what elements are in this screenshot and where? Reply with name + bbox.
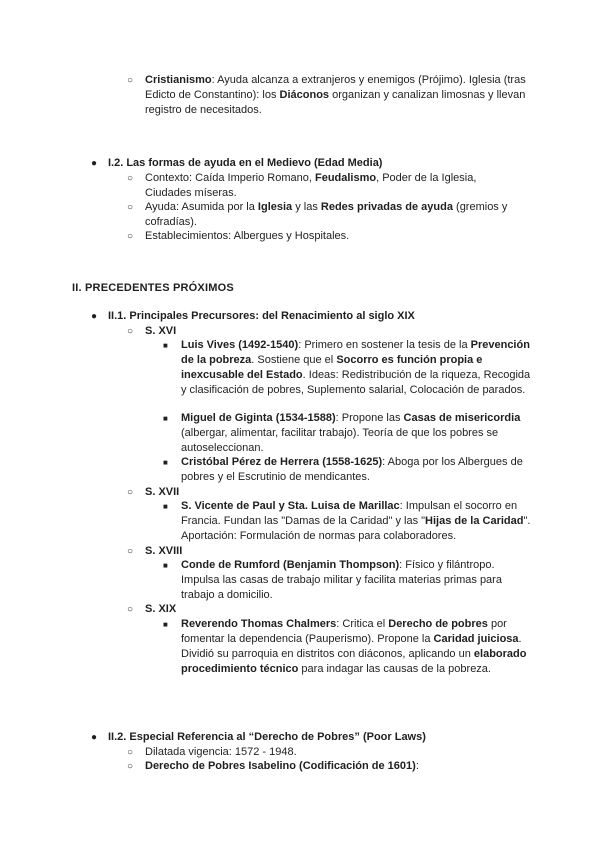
century-text: S. XVII: [145, 486, 180, 498]
person-name: Reverendo Thomas Chalmers: [181, 618, 337, 630]
square-bullet-icon: ■: [163, 458, 168, 467]
item-text: : Propone las: [335, 412, 404, 424]
item-text: : Físico y filántropo. Impulsa las casas de trabajo militar y facilita materias primas para trabajo a domicilio.: [181, 559, 502, 601]
item-text: : Ayuda alcanza a extranjeros y enemigos (Prójimo). Iglesia (tras Edicto de Constantino): los: [145, 74, 526, 101]
term-procedimiento-tecnico: elaborado procedimiento técnico: [181, 648, 527, 675]
circle-bullet-icon: ○: [127, 173, 134, 184]
disc-bullet-icon: ●: [91, 311, 98, 322]
term-redes-privadas: Redes privadas de ayuda: [320, 201, 453, 213]
disc-bullet-icon: ●: [91, 158, 98, 169]
circle-bullet-icon: ○: [127, 487, 134, 498]
list-item-ayuda: [145, 200, 530, 230]
square-bullet-icon: ■: [163, 414, 168, 423]
item-text: : Primero en sostener la tesis de la: [298, 339, 471, 351]
list-item-vicente-paul: [181, 499, 531, 544]
circle-bullet-icon: ○: [127, 75, 134, 86]
term-casas-misericordia: Casas de misericordia: [403, 412, 521, 424]
term-hijas-caridad: Hijas de la Caridad: [425, 515, 524, 527]
item-text: organizan y canalizan limosnas y llevan registro de necesitados.: [145, 89, 526, 116]
item-text: . Sostiene que el: [251, 354, 337, 366]
disc-bullet-icon: ●: [91, 732, 98, 743]
term-caridad-juiciosa: Caridad juiciosa: [433, 633, 519, 645]
circle-bullet-icon: ○: [127, 231, 134, 242]
circle-bullet-icon: ○: [127, 202, 134, 213]
term-socorro-estado: Socorro es función propia e inexcusable del Estado: [181, 354, 483, 381]
person-name: Miguel de Giginta (1534-1588): [181, 412, 336, 424]
item-text: por fomentar la dependencia (Pauperismo). Propone la: [181, 618, 507, 645]
item-text: ". Aportación: Formulación de normas para colaboradores.: [181, 515, 531, 542]
item-text: Ayuda: Asumida por la: [145, 201, 258, 213]
century-label-xviii: [145, 544, 182, 559]
person-name: Luis Vives (1492-1540): [181, 339, 299, 351]
term-diaconos: Diáconos: [279, 89, 330, 101]
item-text: (gremios y cofradías).: [145, 201, 508, 228]
item-text: y las: [292, 201, 321, 213]
item-text: (albergar, alimentar, facilitar trabajo). Teoría de que los pobres se autoseleccionan.: [181, 427, 499, 454]
section-title-medievo: [108, 156, 528, 171]
person-name: S. Vicente de Paul y Sta. Luisa de Marillac: [181, 500, 400, 512]
item-text: . Dividió su parroquia en distritos con diáconos, aplicando un: [181, 633, 522, 660]
item-text: : Aboga por los Albergues de pobres y el Escrutinio de mendicantes.: [181, 456, 523, 483]
list-item-herrera: [181, 455, 531, 485]
list-item-rumford: [181, 558, 531, 603]
item-text: :: [415, 760, 419, 772]
item-text: : Impulsan el socorro en Francia. Fundan las "Damas de la Caridad" y las ": [181, 500, 518, 527]
circle-bullet-icon: ○: [127, 747, 134, 758]
term-feudalismo: Feudalismo: [314, 172, 377, 184]
item-text: Dilatada vigencia: 1572 - 1948.: [145, 746, 297, 758]
century-label-xvii: [145, 485, 179, 500]
century-text: S. XVI: [145, 325, 177, 337]
item-text: : Critica el: [336, 618, 389, 630]
section-title-text: II.2. Especial Referencia al “Derecho de Pobres” (Poor Laws): [108, 731, 426, 743]
list-item-vigencia: [145, 745, 530, 760]
section-title-precursores: [108, 309, 528, 324]
circle-bullet-icon: ○: [127, 604, 134, 615]
list-item-contexto: [145, 171, 515, 201]
section-title-text: II.1. Principales Precursores: del Renacimiento al siglo XIX: [108, 310, 415, 322]
circle-bullet-icon: ○: [127, 761, 134, 772]
list-item-giginta: [181, 411, 531, 456]
term-cristianismo: Cristianismo: [145, 74, 212, 86]
century-label-xix: [145, 602, 176, 617]
item-text: Contexto: Caída Imperio Romano,: [145, 172, 315, 184]
square-bullet-icon: ■: [163, 620, 168, 629]
term-iglesia: Iglesia: [257, 201, 293, 213]
list-item-establecimientos: [145, 229, 530, 244]
item-text: Establecimientos: Albergues y Hospitales.: [145, 230, 350, 242]
list-item-chalmers: [181, 617, 531, 677]
square-bullet-icon: ■: [163, 502, 168, 511]
square-bullet-icon: ■: [163, 561, 168, 570]
term-derecho-pobres: Derecho de pobres: [388, 618, 488, 630]
section-title-poor-laws: [108, 730, 538, 745]
list-item-cristianismo: [145, 73, 530, 118]
circle-bullet-icon: ○: [127, 326, 134, 337]
item-text: . Ideas: Redistribución de la riqueza, Recogida y clasificación de pobres, Suplemento salarial, Colocación de parados.: [181, 369, 531, 396]
square-bullet-icon: ■: [163, 341, 168, 350]
century-label-xvi: [145, 324, 176, 339]
list-item-isabelino: [145, 759, 530, 774]
item-text: para indagar las causas de la pobreza.: [298, 663, 491, 675]
circle-bullet-icon: ○: [127, 546, 134, 557]
term-derecho-isabelino: Derecho de Pobres Isabelino (Codificación de 1601): [145, 760, 416, 772]
person-name: Cristóbal Pérez de Herrera (1558-1625): [181, 456, 383, 468]
century-text: S. XIX: [145, 603, 177, 615]
list-item-luis-vives: [181, 338, 531, 398]
heading-precedentes-proximos: II. PRECEDENTES PRÓXIMOS: [72, 282, 234, 294]
century-text: S. XVIII: [145, 545, 183, 557]
term-prevencion: Prevención de la pobreza: [181, 339, 530, 366]
item-text: , Poder de la Iglesia, Ciudades míseras.: [145, 172, 477, 199]
section-title-text: I.2. Las formas de ayuda en el Medievo (Edad Media): [108, 157, 383, 169]
person-name: Conde de Rumford (Benjamin Thompson): [181, 559, 400, 571]
